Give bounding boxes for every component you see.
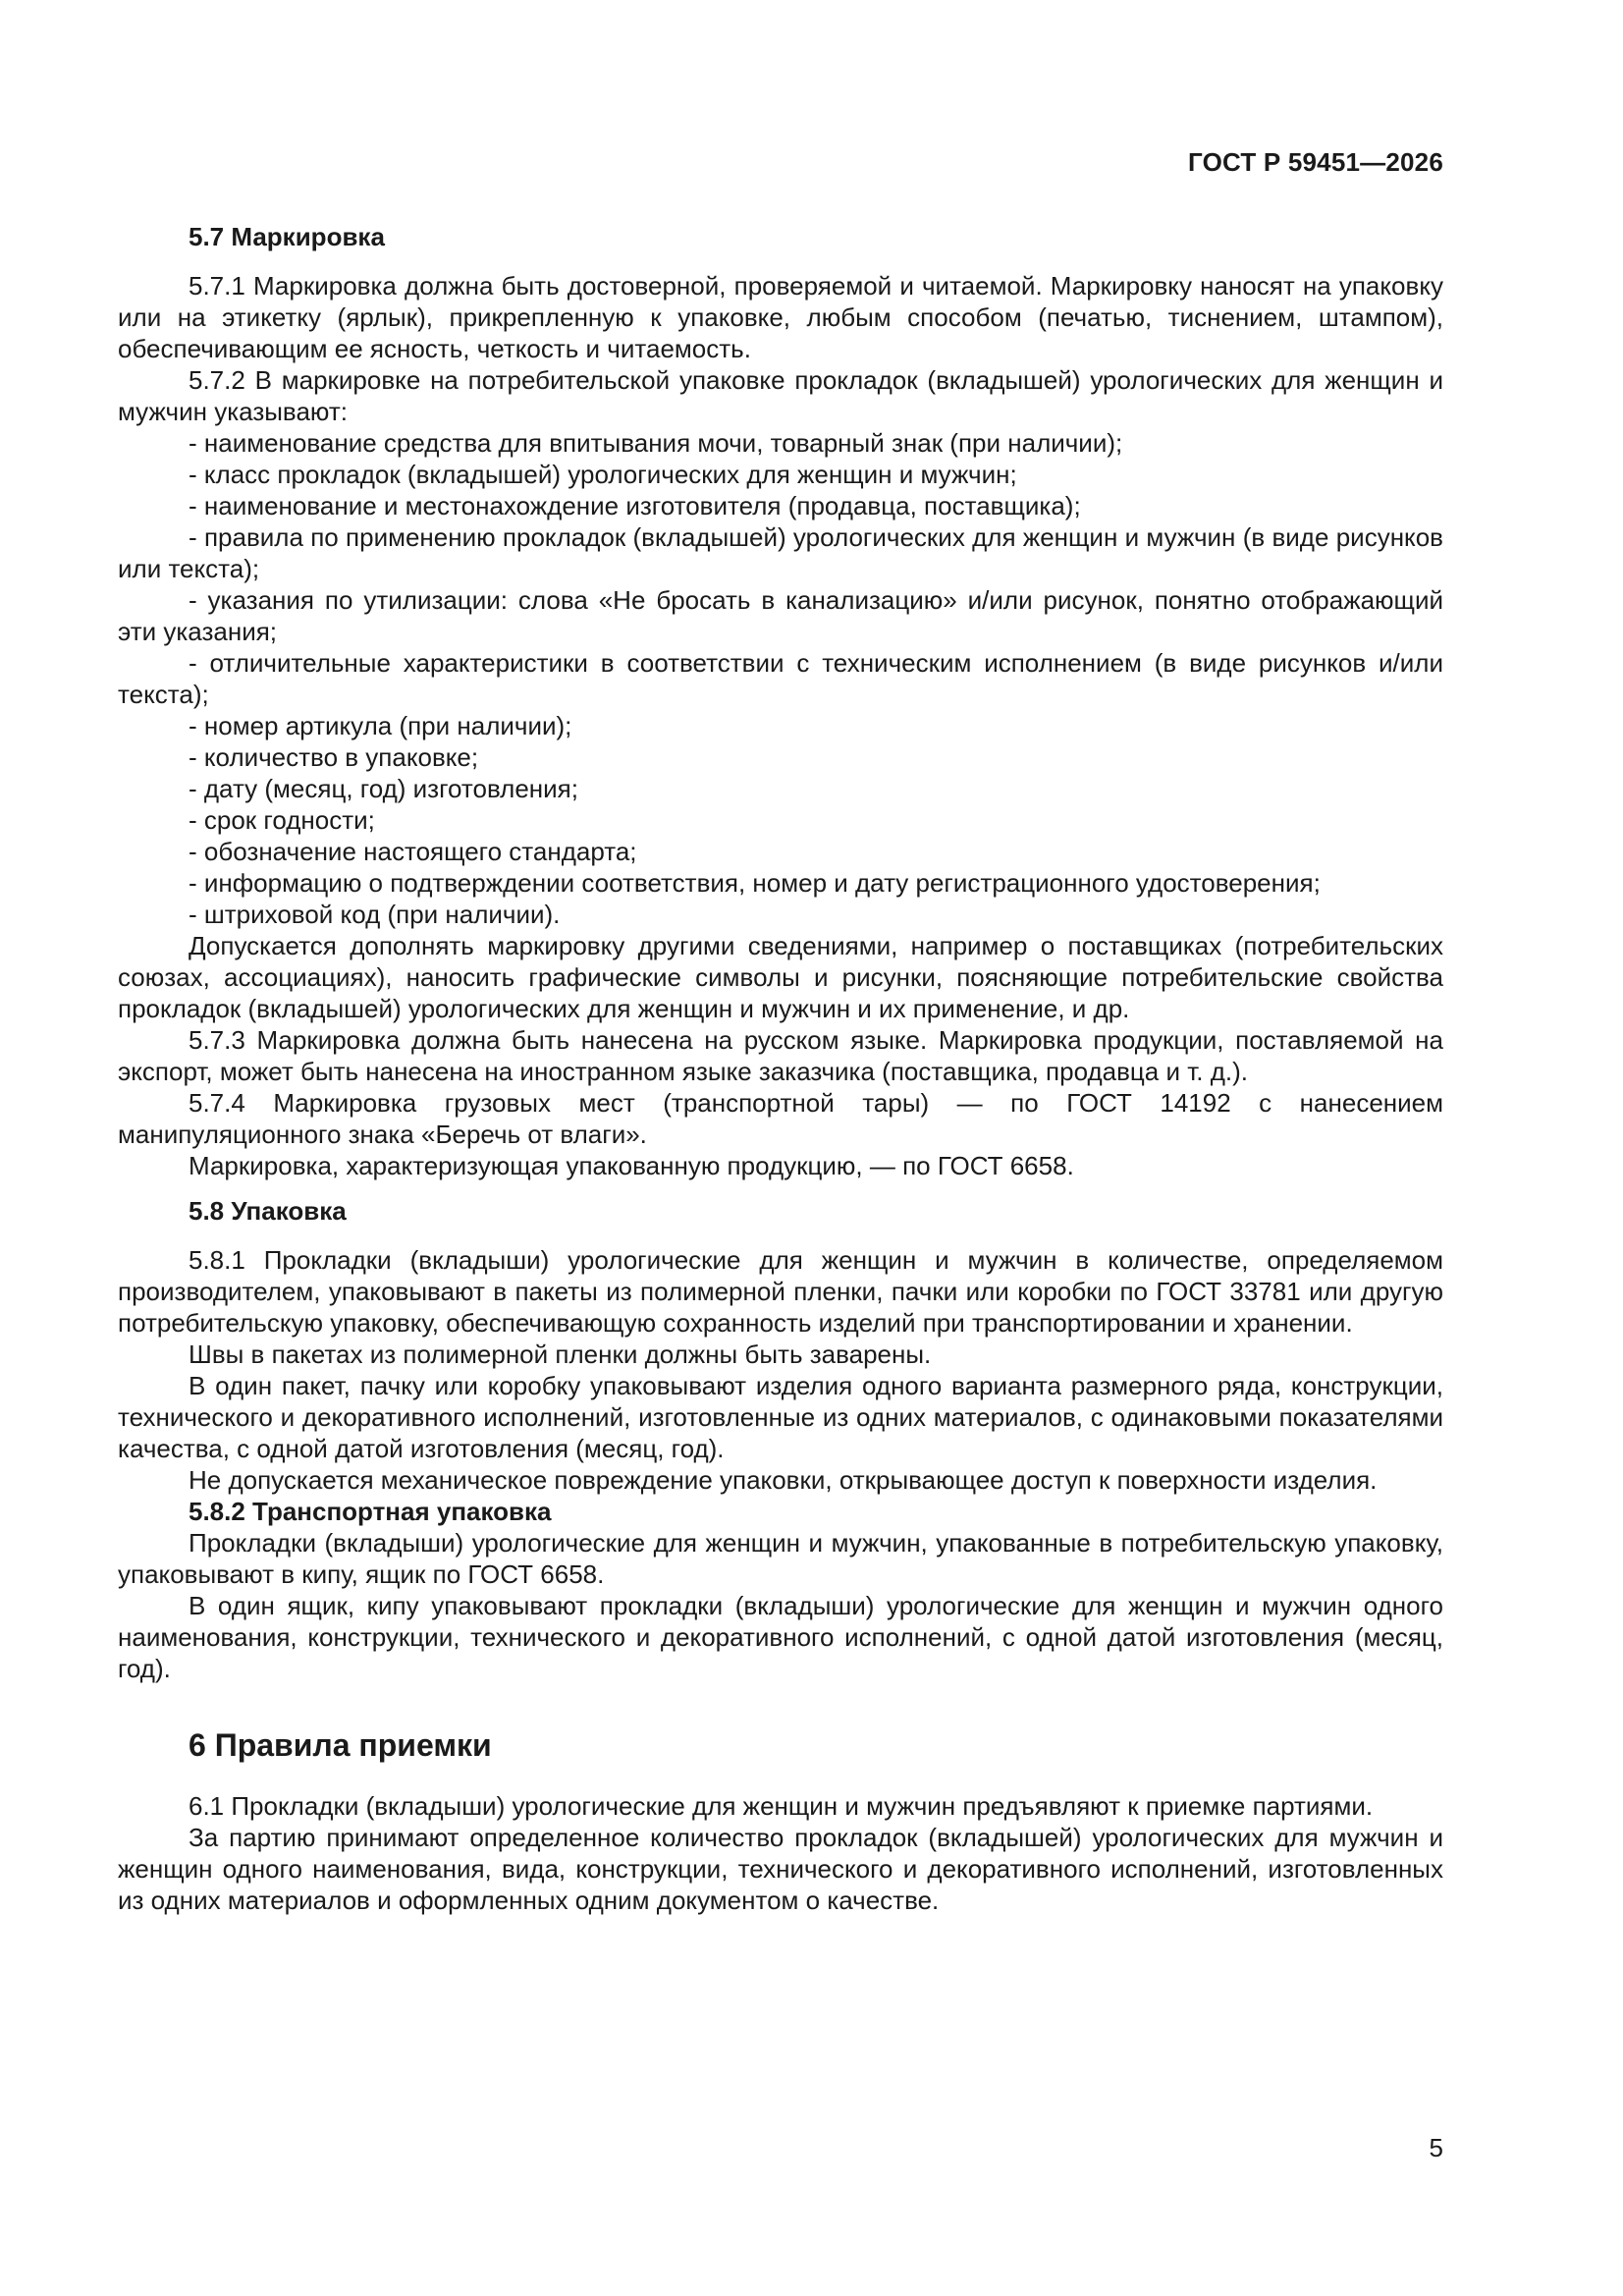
- list-item: - указания по утилизации: слова «Не бросать в канализацию» и/или рисунок, понятно отображающий эти указания;: [118, 585, 1443, 646]
- list-item: - наименование и местонахождение изготовителя (продавца, поставщика);: [189, 491, 1081, 520]
- list-item: - дату (месяц, год) изготовления;: [189, 774, 578, 803]
- paragraph-6-1: 6.1 Прокладки (вкладыши) урологические для женщин и мужчин предъявляют к приемке партиями.: [189, 1791, 1374, 1821]
- section-5-7-heading: 5.7 Маркировка: [189, 222, 385, 251]
- paragraph-5-8-1-package: В один пакет, пачку или коробку упаковывают изделия одного варианта размерного ряда, конструкции, технического и декоративного исполнений, изготовленные из одних материалов, с одинаковыми показателями качества, с одной датой изготовления (месяц, год).: [118, 1371, 1443, 1463]
- list-item: - номер артикула (при наличии);: [189, 711, 572, 740]
- paragraph-5-8-1-seams: Швы в пакетах из полимерной пленки должны быть заварены.: [189, 1339, 932, 1369]
- paragraph-5-8-1: 5.8.1 Прокладки (вкладыши) урологические для женщин и мужчин в количестве, определяемом производителем, упаковывают в пакеты из полимерной пленки, пачки или коробки по ГОСТ 33781 или другую потребительскую упаковку, обеспечивающую сохранность изделий при транспортировании и хранении.: [118, 1245, 1443, 1338]
- document-header: ГОСТ Р 59451—2026: [1188, 147, 1443, 177]
- paragraph-5-7-additional: Допускается дополнять маркировку другими сведениями, например о поставщиках (потребительских союзах, ассоциациях), наносить графические символы и рисунки, поясняющие потребительские свойства прокладок (вкладышей) урологических для женщин и мужчин и их применение, и др.: [118, 931, 1443, 1023]
- paragraph-5-8-1-damage: Не допускается механическое повреждение упаковки, открывающее доступ к поверхности изделия.: [189, 1465, 1378, 1495]
- document-body: [118, 221, 1443, 1916]
- paragraph-5-7-4: 5.7.4 Маркировка грузовых мест (транспортной тары) — по ГОСТ 14192 с нанесением манипуляционного знака «Беречь от влаги».: [118, 1088, 1443, 1149]
- list-item: - штриховой код (при наличии).: [189, 900, 561, 929]
- paragraph-5-8-2-box: В один ящик, кипу упаковывают прокладки (вкладыши) урологические для женщин и мужчин одного наименования, конструкции, технического и декоративного исполнений, с одной датой изготовления (месяц, год).: [118, 1591, 1443, 1683]
- list-item: - обозначение настоящего стандарта;: [189, 837, 637, 866]
- section-6-heading: 6 Правила приемки: [189, 1727, 492, 1763]
- subsection-5-8-2-heading: 5.8.2 Транспортная упаковка: [189, 1497, 552, 1526]
- paragraph-5-7-3: 5.7.3 Маркировка должна быть нанесена на русском языке. Маркировка продукции, поставляемой на экспорт, может быть нанесена на иностранном языке заказчика (поставщика, продавца и т. д.).: [118, 1025, 1443, 1086]
- section-5-8-heading: 5.8 Упаковка: [189, 1196, 347, 1226]
- list-item: - класс прокладок (вкладышей) урологических для женщин и мужчин;: [189, 460, 1017, 489]
- list-item: - правила по применению прокладок (вкладышей) урологических для женщин и мужчин (в виде рисунков или текста);: [118, 522, 1443, 583]
- paragraph-5-7-2: 5.7.2 В маркировке на потребительской упаковке прокладок (вкладышей) урологических для женщин и мужчин указывают:: [118, 365, 1443, 426]
- list-item: - отличительные характеристики в соответствии с техническим исполнением (в виде рисунков и/или текста);: [118, 648, 1443, 709]
- list-item: - наименование средства для впитывания мочи, товарный знак (при наличии);: [189, 428, 1123, 458]
- paragraph-6-1-batch: За партию принимают определенное количество прокладок (вкладышей) урологических для мужчин и женщин одного наименования, вида, конструкции, технического и декоративного исполнений, изготовленных из одних материалов и оформленных одним документом о качестве.: [118, 1823, 1443, 1915]
- page-number: 5: [1429, 2133, 1443, 2162]
- list-item: - срок годности;: [189, 805, 375, 835]
- paragraph-5-7-4-cont: Маркировка, характеризующая упакованную продукцию, — по ГОСТ 6658.: [189, 1151, 1074, 1180]
- list-item: - информацию о подтверждении соответствия, номер и дату регистрационного удостоверения;: [189, 868, 1321, 898]
- list-item: - количество в упаковке;: [189, 742, 479, 772]
- paragraph-5-8-2: Прокладки (вкладыши) урологические для женщин и мужчин, упакованные в потребительскую упаковку, упаковывают в кипу, ящик по ГОСТ 6658.: [118, 1528, 1443, 1589]
- paragraph-5-7-1: 5.7.1 Маркировка должна быть достоверной, проверяемой и читаемой. Маркировку наносят на упаковку или на этикетку (ярлык), прикрепленную к упаковке, любым способом (печатью, тиснением, штампом), обеспечивающим ее ясность, четкость и читаемость.: [118, 271, 1443, 363]
